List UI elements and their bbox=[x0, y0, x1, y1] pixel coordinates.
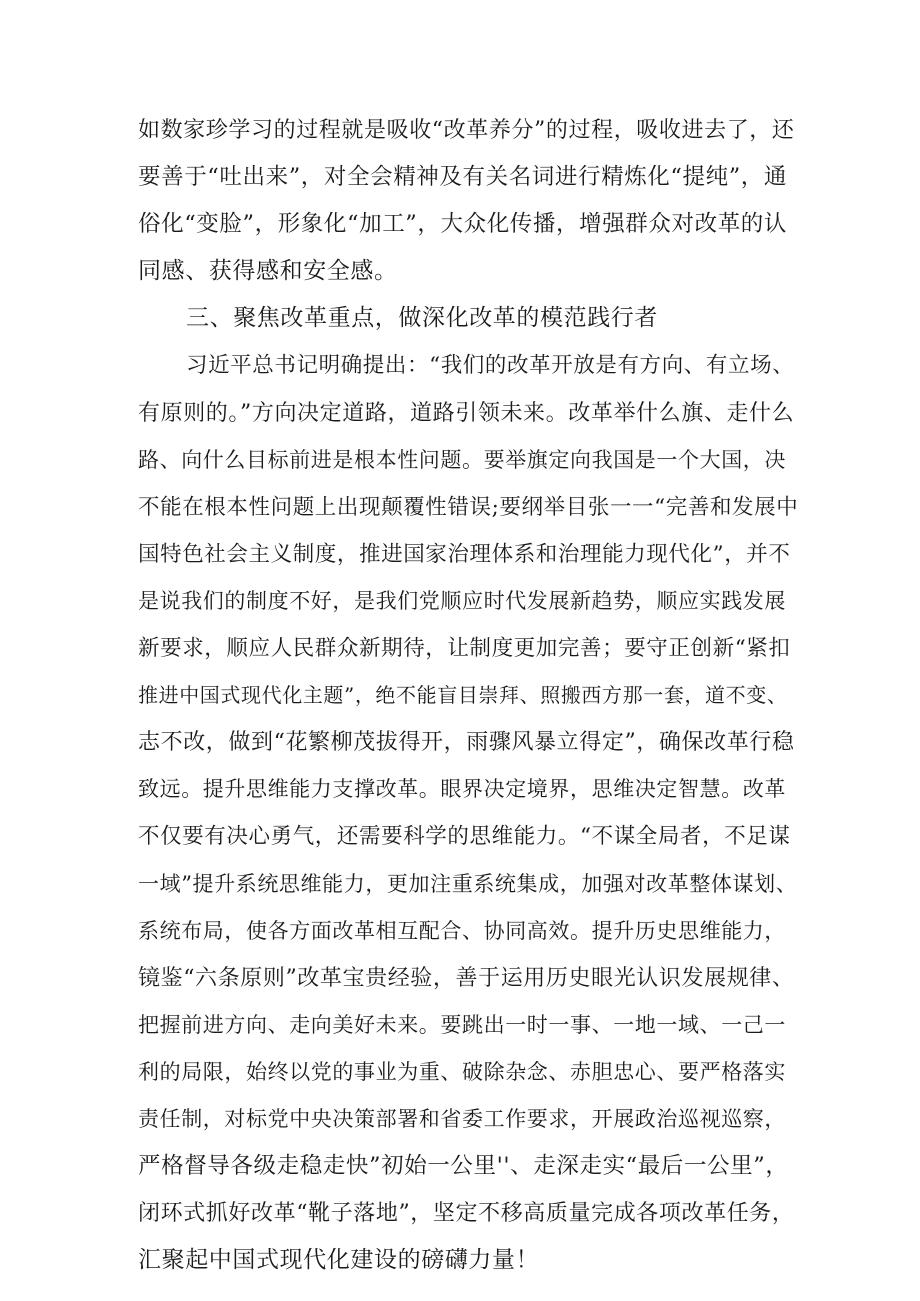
text-line: 把握前进方向、走向美好未来。要跳出一时一事、一地一域、一己一 bbox=[138, 1012, 786, 1037]
text-line: 系统布局，使各方面改革相互配合、协同高效。提升历史思维能力， bbox=[138, 918, 786, 943]
text-line: 如数家珍学习的过程就是吸收“改革养分”的过程，吸收进去了，还 bbox=[138, 118, 795, 143]
text-line: 致远。提升思维能力支撑改革。眼界决定境界，思维决定智慧。改革 bbox=[138, 777, 786, 802]
text-line: 要善于“吐出来”，对全会精神及有关名词进行精炼化“提纯”，通 bbox=[138, 164, 788, 191]
text-line: 是说我们的制度不好，是我们党顺应时代发展新趋势，顺应实践发展 bbox=[138, 588, 786, 613]
text-line: 利的局限，始终以党的事业为重、破除杂念、赤胆忠心、要严格落实 bbox=[138, 1059, 786, 1084]
document-body bbox=[138, 107, 798, 1284]
text-line: 一域”提升系统思维能力，更加注重系统集成，加强对改革整体谋划、 bbox=[138, 871, 798, 896]
text-line: 国特色社会主义制度，推进国家治理体系和治理能力现代化”，并不 bbox=[138, 541, 791, 567]
text-line: 闭环式抓好改革“靴子落地”，坚定不移高质量完成各项改革任务， bbox=[138, 1201, 795, 1227]
text-line: 不能在根本性问题上出现颠覆性错误;要纲举目张一一“完善和发展中 bbox=[138, 494, 799, 520]
text-line: 镜鉴“六条原则”改革宝贵经验，善于运用历史眼光认识发展规律、 bbox=[138, 965, 795, 991]
text-line: 不仅要有决心勇气，还需要科学的思维能力。“不谋全局者，不足谋 bbox=[138, 824, 791, 850]
section-heading: 三、聚焦改革重点，做深化改革的模范践行者 bbox=[186, 305, 658, 332]
text-line: 严格督导各级走稳走快”初始一公里''、走深走实“最后一公里”， bbox=[138, 1153, 789, 1180]
paragraph-first-line: 习近平总书记明确提出：“我们的改革开放是有方向、有立场、 bbox=[186, 353, 795, 379]
text-line: 有原则的。”方向决定道路，道路引领未来。改革举什么旗、走什么 bbox=[138, 400, 795, 426]
text-line: 志不改，做到“花繁柳茂拔得开，雨骤风暴立得定”，确保改革行稳 bbox=[138, 730, 795, 756]
text-line: 责任制，对标党中央决策部署和省委工作要求，开展政治巡视巡察， bbox=[138, 1106, 786, 1131]
text-line: 路、向什么目标前进是根本性问题。要举旗定向我国是一个大国，决 bbox=[138, 447, 786, 472]
text-line: 新要求，顺应人民群众新期待，让制度更加完善；要守正创新“紧扣 bbox=[138, 636, 791, 662]
text-line: 同感、获得感和安全感。 bbox=[138, 258, 398, 285]
text-line: 俗化“变脸”，形象化“加工”，大众化传播，增强群众对改革的认 bbox=[138, 211, 788, 238]
text-line: 推进中国式现代化主题”，绝不能盲目崇拜、照搬西方那一套，道不变、 bbox=[138, 683, 788, 708]
text-line: 汇聚起中国式现代化建设的磅礴力量！ bbox=[138, 1247, 540, 1274]
